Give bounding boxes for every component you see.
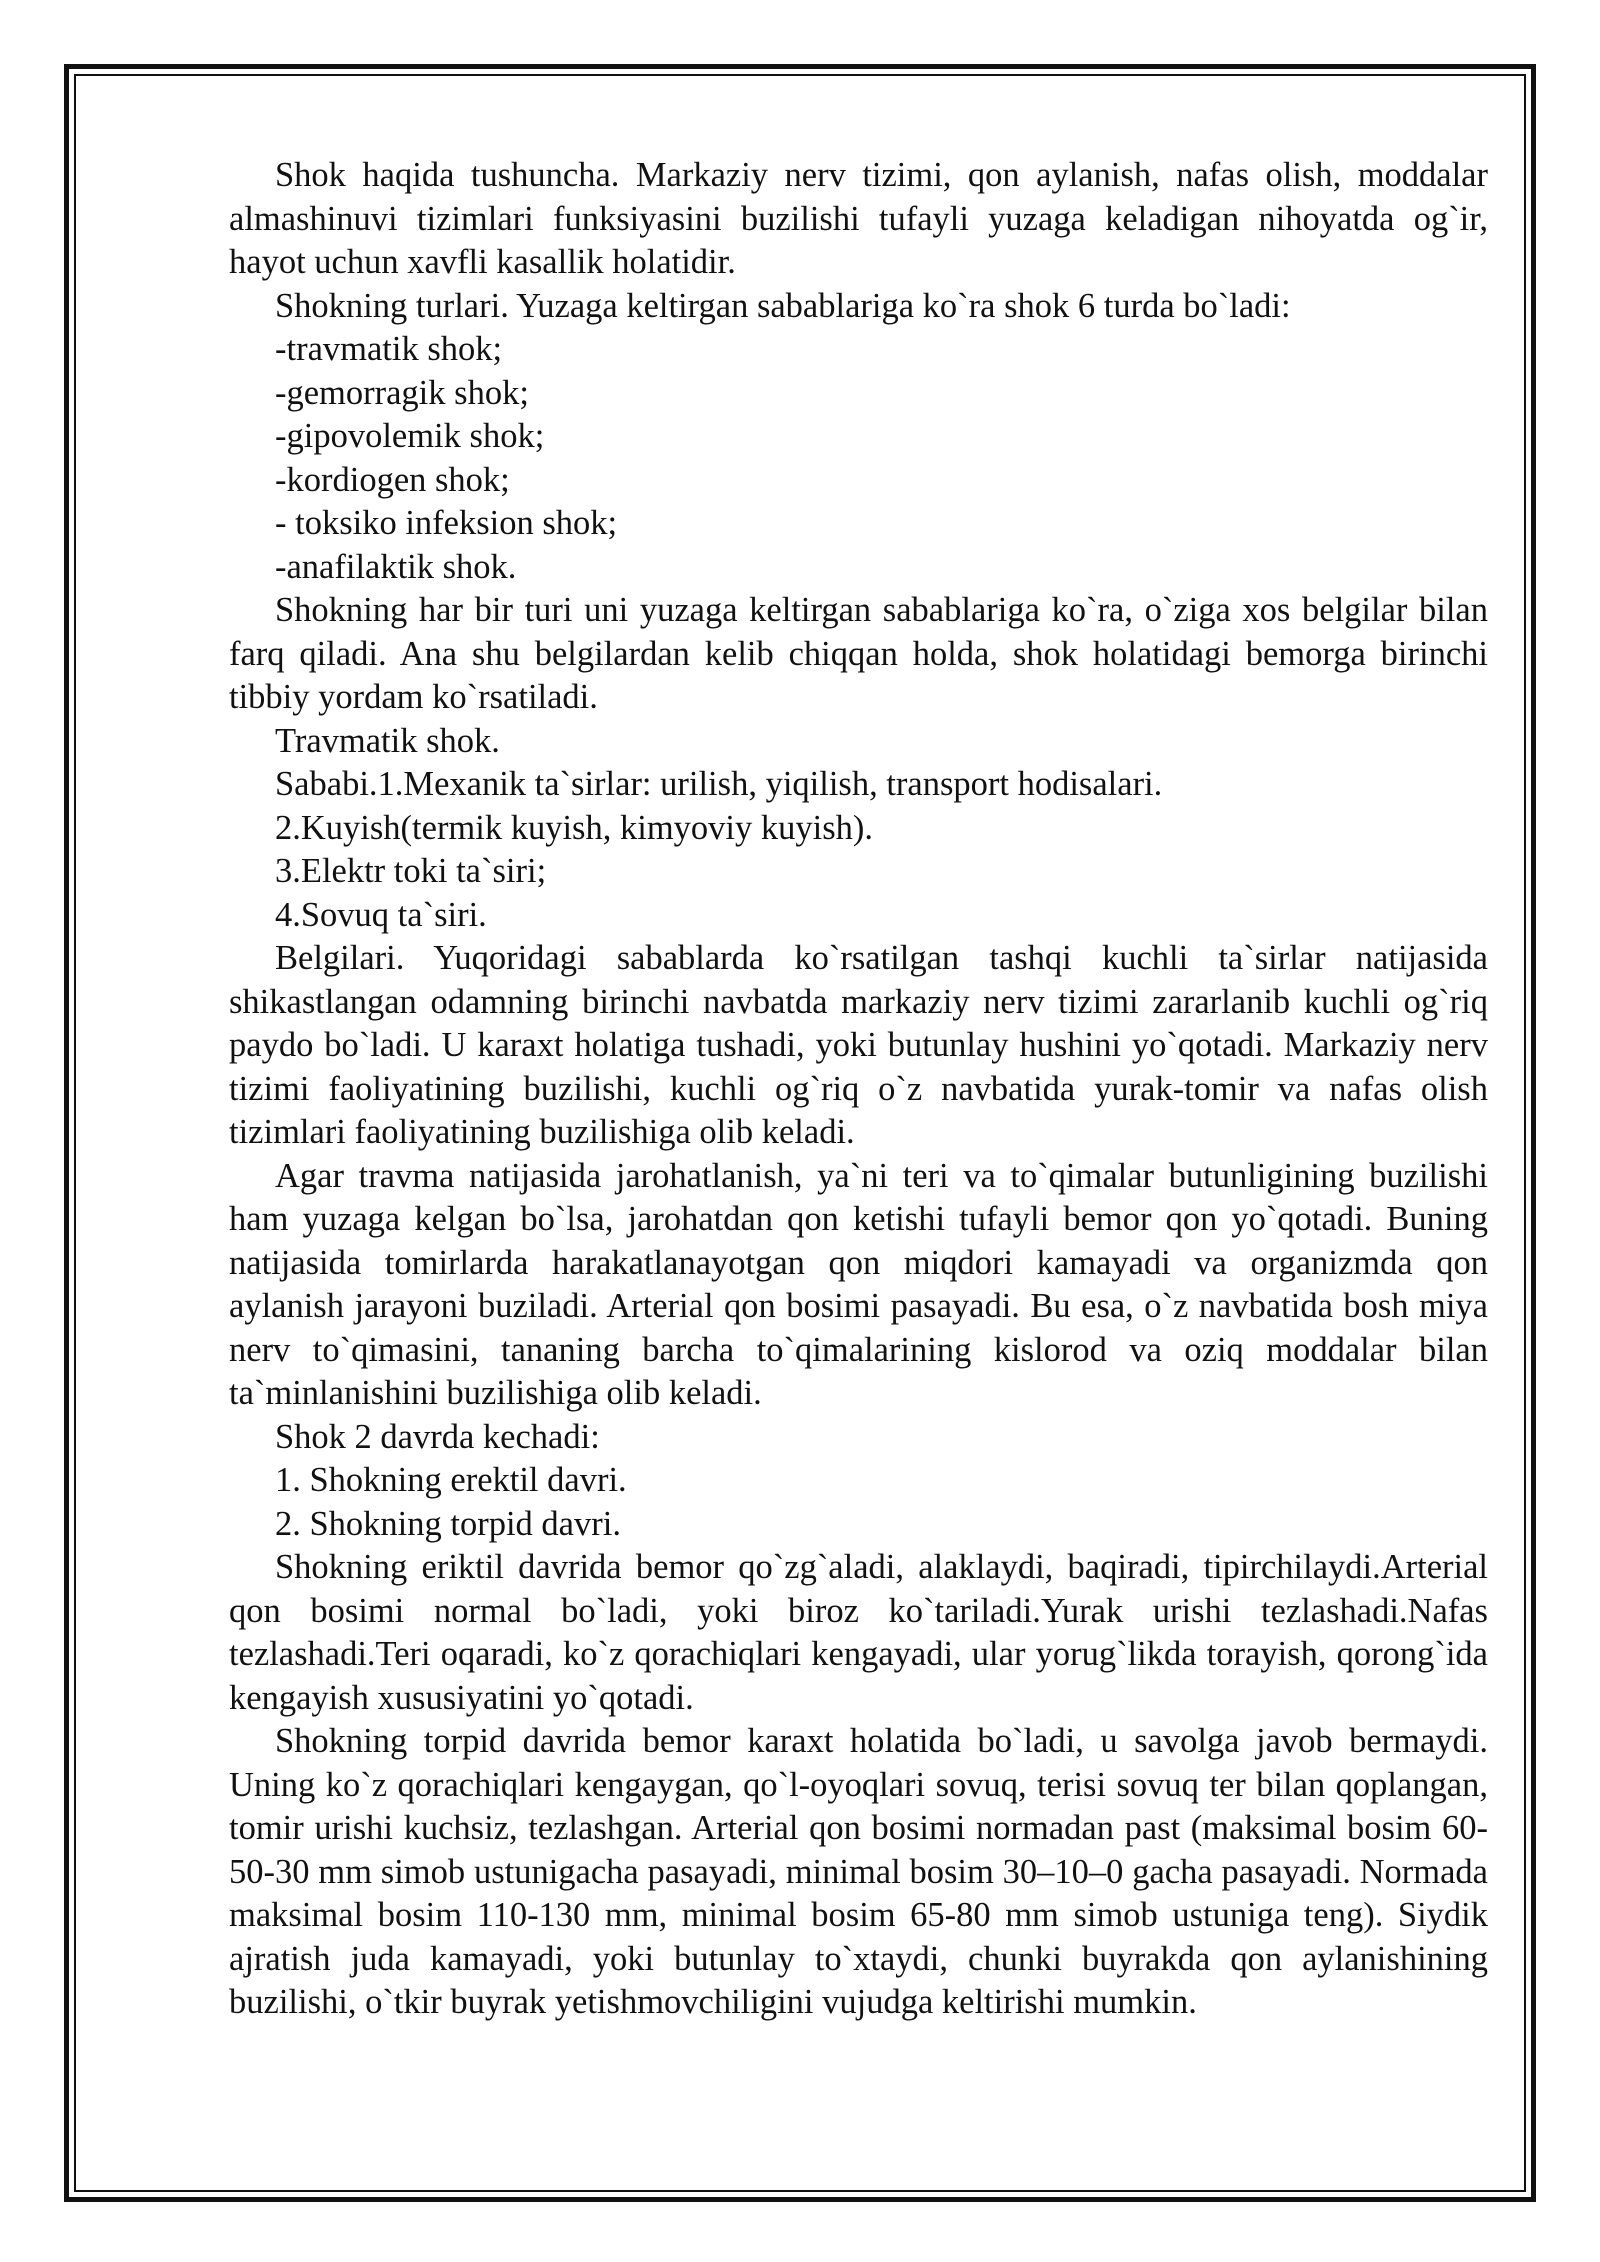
list-item-cardiogenic-shock: -kordiogen shok; (275, 460, 510, 499)
document-body (229, 154, 1488, 2025)
cause-item-cold: 4.Sovuq ta`siri. (275, 895, 487, 934)
paragraph-shock-definition: Shok haqida tushuncha. Markaziy nerv tizimi, qon aylanish, nafas olish, moddalar almashinuvi tizimlari funksiyasini buzilishi tufayli yuzaga keladigan nihoyatda og`ir, hayot uchun xavfli kasallik holatidir. (229, 156, 1488, 281)
paragraph-erectile-phase: Shokning eriktil davrida bemor qo`zg`aladi, alaklaydi, baqiradi, tipirchilaydi.Arterial qon bosimi normal bo`ladi, yoki biroz ko`tariladi.Yurak urishi tezlashadi.Nafas tezlashadi.Teri oqaradi, ko`z qorachiqlari kengayadi, ular yorug`likda torayish, qorong`ida kengayish xususiyatini yo`qotadi. (229, 1548, 1488, 1717)
list-item-traumatic-shock: -travmatik shok; (275, 330, 503, 368)
paragraph-shock-phases-intro: Shok 2 davrda kechadi: (275, 1417, 600, 1456)
list-item-toxic-infectious-shock: - toksiko infeksion shok; (275, 504, 618, 542)
paragraph-symptoms: Belgilari. Yuqoridagi sabablarda ko`rsatilgan tashqi kuchli ta`sirlar natijasida shikastlangan odamning birinchi navbatda markaziy nerv tizimi zararlanib kuchli og`riq paydo bo`ladi. U karaxt holatiga tushadi, yoki butunlay hushini yo`qotadi. Markaziy nerv tizimi faoliyatining buzilishi, kuchli og`riq o`z navbatida yurak-tomir va nafas olish tizimlari faoliyatining buzilishiga olib keladi. (229, 939, 1488, 1151)
paragraph-torpid-phase: Shokning torpid davrida bemor karaxt holatida bo`ladi, u savolga javob bermaydi. Uning ko`z qorachiqlari kengaygan, qo`l-oyoqlari sovuq, terisi sovuq ter bilan qoplangan, tomir urishi kuchsiz, tezlashgan. Arterial qon bosimi normadan past (maksimal bosim 60-50-30 mm simob ustunigacha pasayadi, minimal bosim 30–10–0 gacha pasayadi. Normada maksimal bosim 110-130 mm, minimal bosim 65-80 mm simob ustuniga teng). Siydik ajratish juda kamayadi, yoki butunlay to`xtaydi, chunki buyrakda qon aylanishining buzilishi, o`tkir buyrak yetishmovchiligini vujudga keltirishi mumkin. (229, 1722, 1488, 2021)
paragraph-blood-loss: Agar travma natijasida jarohatlanish, ya`ni teri va to`qimalar butunligining buzilishi ham yuzaga kelgan bo`lsa, jarohatdan qon ketishi tufayli bemor qon yo`qotadi. Buning natijasida tomirlarda harakatlanayotgan qon miqdori kamayadi va organizmda qon aylanish jarayoni buziladi. Arterial qon bosimi pasayadi. Bu esa, o`z navbatida bosh miya nerv to`qimasini, tananing barcha to`qimalarining kislorod va oziq moddalar bilan ta`minlanishini buzilishiga olib keladi. (229, 1156, 1488, 1412)
section-heading-traumatic-shock: Travmatik shok. (275, 721, 500, 760)
list-item-hemorrhagic-shock: -gemorragik shok; (275, 373, 529, 412)
phase-item-erectile: 1. Shokning erektil davri. (275, 1461, 627, 1499)
cause-item-burn: 2.Kuyish(termik kuyish, kimyoviy kuyish). (275, 808, 873, 847)
phase-item-torpid: 2. Shokning torpid davri. (275, 1504, 621, 1543)
list-item-hypovolemic-shock: -gipovolemik shok; (275, 417, 545, 455)
list-item-anaphylactic-shock: -anafilaktik shok. (275, 547, 517, 586)
cause-item-electric: 3.Elektr toki ta`siri; (275, 852, 547, 890)
cause-item-mechanical: Sababi.1.Mexanik ta`sirlar: urilish, yiqilish, transport hodisalari. (275, 765, 1163, 803)
paragraph-shock-signs-overview: Shokning har bir turi uni yuzaga keltirgan sabablariga ko`ra, o`ziga xos belgilar bilan farq qiladi. Ana shu belgilardan kelib chiqqan holda, shok holatidagi bemorga birinchi tibbiy yordam ko`rsatiladi. (229, 591, 1488, 716)
paragraph-shock-types-intro: Shokning turlari. Yuzaga keltirgan sabablariga ko`ra shok 6 turda bo`ladi: (275, 286, 1291, 325)
